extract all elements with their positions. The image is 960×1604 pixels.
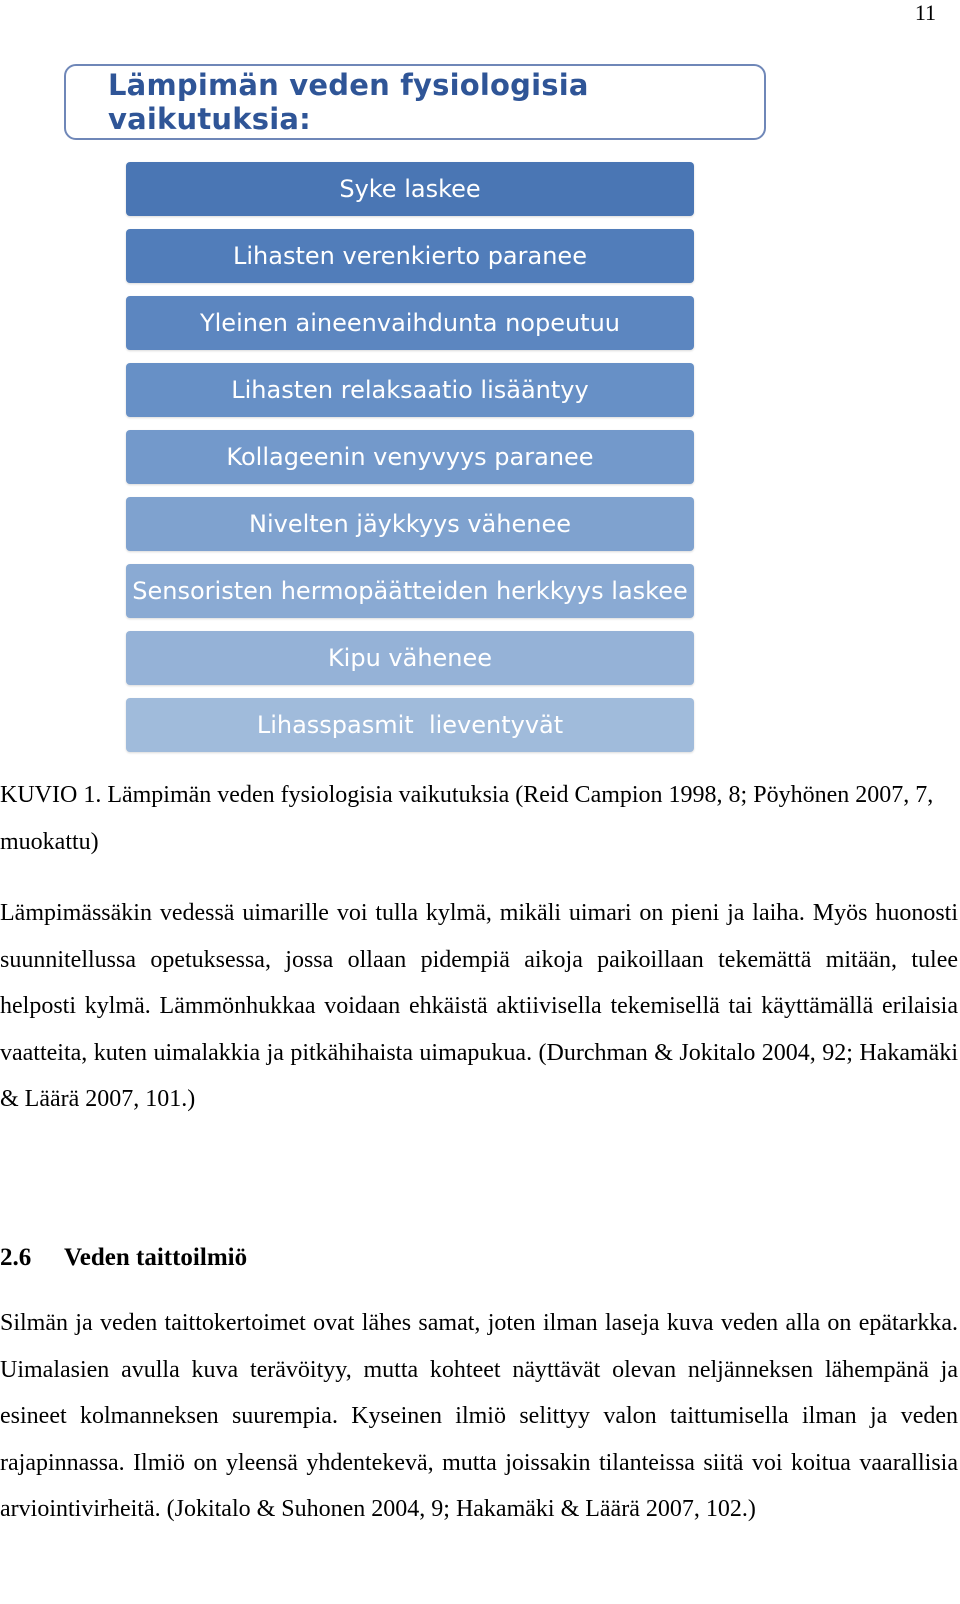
- effects-list: [126, 162, 694, 765]
- figure-title-box: [64, 64, 766, 140]
- effect-item: Syke laskee: [126, 162, 694, 216]
- figure-title: Lämpimän veden fysiologisia vaikutuksia:: [108, 68, 589, 136]
- section-heading: [0, 1243, 247, 1273]
- effect-item: Nivelten jäykkyys vähenee: [126, 497, 694, 551]
- effect-item: Yleinen aineenvaihdunta nopeutuu: [126, 296, 694, 350]
- body-paragraph-1: Lämpimässäkin vedessä uimarille voi tulla kylmä, mikäli uimari on pieni ja laiha. Myös huonosti suunnitellussa opetuksessa, jossa ollaan pidempiä aikoja paikoillaan tekemättä mitään, tulee helposti kylmä. Lämmönhukkaa voidaan ehkäistä aktiivisella tekemisellä tai käyttämällä erilaisia vaatteita, kuten uimalakkia ja pitkähihaista uimapukua. (Durchman & Jokitalo 2004, 92; Hakamäki & Läärä 2007, 101.): [0, 900, 958, 1113]
- effect-item: Kollageenin venyvyys paranee: [126, 430, 694, 484]
- effect-item: Kipu vähenee: [126, 631, 694, 685]
- page-number: 11: [914, 0, 936, 25]
- effect-item: Sensoristen hermopäätteiden herkkyys laskee: [126, 564, 694, 618]
- effect-item: Lihasten relaksaatio lisääntyy: [126, 363, 694, 417]
- section-title: Veden taittoilmiö: [64, 1244, 248, 1271]
- body-paragraph-2: Silmän ja veden taittokertoimet ovat lähes samat, joten ilman laseja kuva veden alla on epätarkka. Uimalasien avulla kuva terävöityy, mutta kohteet näyttävät olevan neljänneksen lähempänä ja esineet kolmanneksen suurempia. Kyseinen ilmiö selittyy valon taittumisella ilman ja veden rajapinnassa. Ilmiö on yleensä yhdentekevä, mutta joissakin tilanteissa siitä voi koitua vaarallisia arviointivirheitä. (Jokitalo & Suhonen 2004, 9; Hakamäki & Läärä 2007, 102.): [0, 1310, 958, 1523]
- effect-item: Lihasten verenkierto paranee: [126, 229, 694, 283]
- effect-item: Lihasspasmit lieventyvät: [126, 698, 694, 752]
- figure-caption: KUVIO 1. Lämpimän veden fysiologisia vaikutuksia (Reid Campion 1998, 8; Pöyhönen 2007, 7, muokattu): [0, 782, 934, 855]
- section-number: 2.6: [0, 1244, 32, 1271]
